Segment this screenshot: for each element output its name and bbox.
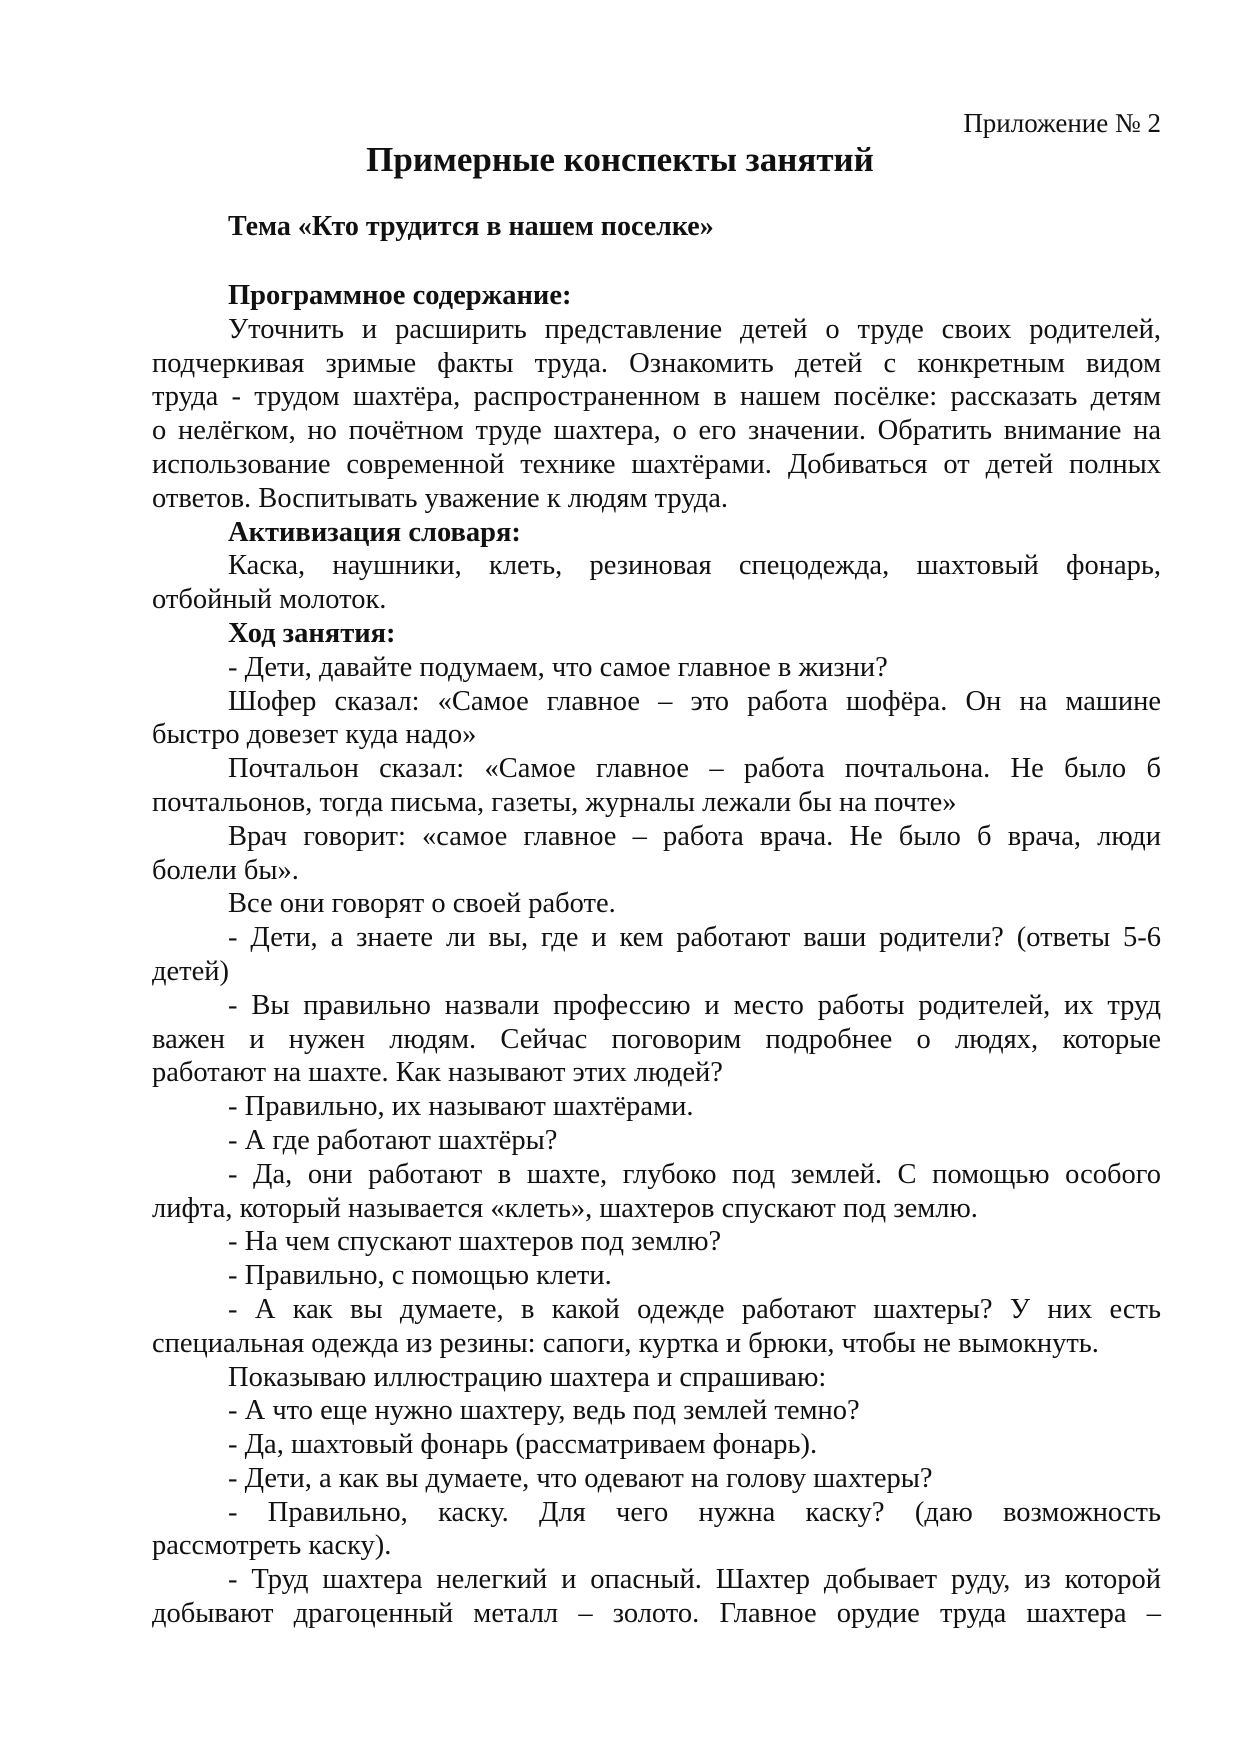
- section-heading: Активизация словаря:: [228, 516, 521, 548]
- text-line: Уточнить и расширить представление детей о труде своих родителей,: [228, 313, 1161, 345]
- text-line: лифта, который называется «клеть», шахтеров спускают под землю.: [152, 1192, 978, 1224]
- text-line: Все они говорят о своей работе.: [228, 888, 616, 920]
- page-title: Примерные конспекты занятий: [366, 140, 874, 179]
- text-line: отбойный молоток.: [152, 584, 387, 616]
- lesson-topic: Тема «Кто трудится в нашем поселке»: [228, 211, 714, 242]
- text-line: - Да, шахтовый фонарь (рассматриваем фонарь).: [228, 1429, 818, 1461]
- document-body: [152, 279, 1161, 1631]
- appendix-label: Приложение № 2: [963, 108, 1161, 138]
- text-line: - А что еще нужно шахтеру, ведь под землей темно?: [228, 1395, 860, 1427]
- text-line: ответов. Воспитывать уважение к людям труда.: [152, 482, 729, 514]
- text-line: - На чем спускают шахтеров под землю?: [228, 1226, 722, 1258]
- text-line: - А где работают шахтёры?: [228, 1124, 558, 1156]
- text-line: подчеркивая зримые факты труда. Ознакомить детей с конкретным видом: [152, 347, 1161, 379]
- text-line: специальная одежда из резины: сапоги, куртка и брюки, чтобы не вымокнуть.: [152, 1327, 1099, 1359]
- text-line: использование современной технике шахтёрами. Добиваться от детей полных: [152, 448, 1161, 480]
- text-line: работают на шахте. Как называют этих людей?: [152, 1057, 723, 1089]
- text-line: - Правильно, каску. Для чего нужна каску? (даю возможность: [228, 1496, 1161, 1528]
- text-line: - Да, они работают в шахте, глубоко под землей. С помощью особого: [228, 1158, 1161, 1190]
- text-line: - Дети, а знаете ли вы, где и кем работают ваши родители? (ответы 5-6: [228, 922, 1161, 954]
- text-line: - Вы правильно назвали профессию и место работы родителей, их труд: [228, 989, 1161, 1021]
- section-heading: Программное содержание:: [228, 280, 572, 311]
- text-line: - А как вы думаете, в какой одежде работают шахтеры? У них есть: [228, 1293, 1161, 1325]
- text-line: - Дети, а как вы думаете, что одевают на голову шахтеры?: [228, 1462, 933, 1494]
- text-line: - Правильно, с помощью клети.: [228, 1260, 612, 1292]
- text-line: Показываю иллюстрацию шахтера и спрашиваю:: [228, 1361, 827, 1393]
- text-line: рассмотреть каску).: [152, 1530, 392, 1562]
- text-line: - Дети, давайте подумаем, что самое главное в жизни?: [228, 651, 888, 683]
- text-line: быстро довезет куда надо»: [152, 719, 477, 751]
- text-line: Шофер сказал: «Самое главное – это работа шофёра. Он на машине: [228, 685, 1161, 717]
- text-line: труда - трудом шахтёра, распространенном в нашем посёлке: рассказать детям: [152, 381, 1161, 413]
- text-line: болели бы».: [152, 854, 299, 886]
- text-line: Почтальон сказал: «Самое главное – работа почтальона. Не было б: [228, 753, 1161, 785]
- text-line: о нелёгком, но почётном труде шахтера, о его значении. Обратить внимание на: [152, 415, 1161, 447]
- text-line: - Правильно, их называют шахтёрами.: [228, 1091, 694, 1123]
- text-line: почтальонов, тогда письма, газеты, журналы лежали бы на почте»: [152, 786, 957, 818]
- text-line: детей): [152, 955, 229, 987]
- text-line: добывают драгоценный металл – золото. Главное орудие труда шахтера –: [152, 1598, 1161, 1630]
- text-line: важен и нужен людям. Сейчас поговорим подробнее о людях, которые: [152, 1023, 1161, 1055]
- section-heading: Ход занятия:: [228, 617, 396, 649]
- text-line: Врач говорит: «самое главное – работа врача. Не было б врача, люди: [228, 820, 1161, 852]
- text-line: Каска, наушники, клеть, резиновая спецодежда, шахтовый фонарь,: [228, 550, 1161, 582]
- text-line: - Труд шахтера нелегкий и опасный. Шахтер добывает руду, из которой: [228, 1564, 1161, 1596]
